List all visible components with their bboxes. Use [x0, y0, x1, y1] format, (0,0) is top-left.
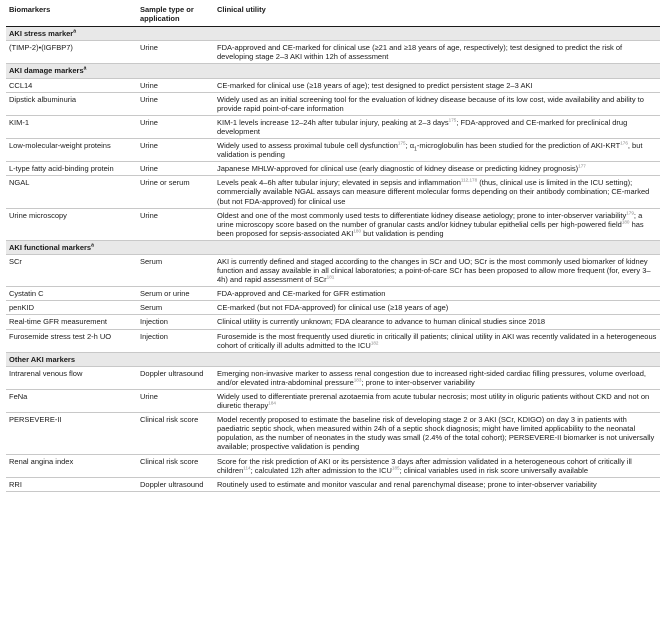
marker-cell: CCL14	[6, 78, 137, 92]
utility-cell	[214, 366, 660, 389]
table-row	[6, 454, 660, 477]
utility-cell	[214, 208, 660, 240]
marker-cell: Low-molecular-weight proteins	[6, 139, 137, 162]
utility-cell: FDA-approved and CE-marked for GFR estimation	[214, 287, 660, 301]
marker-cell: Real-time GFR measurement	[6, 315, 137, 329]
table-header-row	[6, 4, 660, 27]
table-row	[6, 315, 660, 329]
reference-mark: 175	[448, 117, 457, 123]
table-row	[6, 208, 660, 240]
reference-mark: 114	[243, 465, 251, 471]
utility-text: ; α	[405, 141, 415, 151]
marker-cell: L-type fatty acid-binding protein	[6, 162, 137, 176]
marker-cell: Furosemide stress test 2-h UO	[6, 329, 137, 352]
footnote-mark: a	[91, 242, 94, 249]
subscript: 1	[414, 146, 417, 153]
sample-cell: Injection	[137, 315, 214, 329]
marker-cell: FeNa	[6, 390, 137, 413]
marker-cell: Intrarenal venous flow	[6, 366, 137, 389]
table-row	[6, 176, 660, 208]
marker-cell: Dipstick albuminuria	[6, 92, 137, 115]
utility-text: Widely used to assess proximal tubule cell dysfunction	[217, 141, 398, 151]
reference-mark: 181	[326, 274, 335, 280]
table-row	[6, 287, 660, 301]
sample-cell: Clinical risk score	[137, 413, 214, 454]
utility-cell: Model recently proposed to estimate the baseline risk of developing stage 2 or 3 AKI (SCr, KDIGO) on day 3 in patients with paediatric septic shock, when measured within 24h of a septic shock diagnosis; might have limited applicability to the neonatal population, as the number of neonates in the study was small (2.4% of the total cohort); PERSEVERE-II biomarker is not universally available; prospective validation is pending	[214, 413, 660, 454]
marker-cell: RRI	[6, 477, 137, 491]
utility-text: (thus, clinical use is limited in the ICU setting); commercially available NGAL assays can measure different molecular forms depending on their antibody combination; CE-marked (but not FDA-approved) for clinical use	[217, 178, 650, 206]
marker-cell: Renal angina index	[6, 454, 137, 477]
sample-cell: Serum or urine	[137, 287, 214, 301]
utility-cell: Routinely used to estimate and monitor vascular and renal parenchymal disease; prone to inter-observer variability	[214, 477, 660, 491]
marker-cell: KIM-1	[6, 115, 137, 138]
utility-text: but validation is pending	[361, 228, 444, 238]
sample-cell: Urine	[137, 162, 214, 176]
marker-cell: Cystatin C	[6, 287, 137, 301]
utility-cell: Widely used as an initial screening tool for the evaluation of kidney disease because of its low cost, wide availability and ability to provide rapid point-of-care information	[214, 92, 660, 115]
sample-cell: Urine	[137, 92, 214, 115]
reference-mark: 112,178	[460, 177, 478, 183]
section-header-stress	[6, 27, 660, 41]
utility-cell: Clinical utility is currently unknown; FDA clearance to advance to human clinical studies since 2018	[214, 315, 660, 329]
sample-cell: Clinical risk score	[137, 454, 214, 477]
utility-text: Japanese MHLW-approved for clinical use (early diagnostic of kidney disease or predicting kidney prognosis)	[217, 164, 579, 174]
utility-text: Widely used to differentiate prerenal azotaemia from acute tubular necrosis; most utility in oliguric patients without CKD and not on diuretic therapy	[217, 392, 650, 411]
section-title: AKI stress marker	[9, 29, 74, 39]
utility-text: Levels peak 4–6h after tubular injury; elevated in sepsis and inflammation	[217, 178, 461, 188]
table-row	[6, 301, 660, 315]
reference-mark: 182	[370, 340, 379, 346]
table-row	[6, 139, 660, 162]
utility-cell	[214, 454, 660, 477]
utility-cell	[214, 139, 660, 162]
section-title: AKI damage markers	[9, 66, 84, 76]
utility-cell	[214, 329, 660, 352]
reference-mark: 176	[620, 140, 628, 146]
marker-cell: SCr	[6, 254, 137, 286]
marker-cell: (TIMP-2)•(IGFBP7)	[6, 41, 137, 64]
table-row	[6, 115, 660, 138]
utility-text: AKI is currently defined and staged according to the changes in SCr and UO; SCr is the most commonly used biomarker of kidney function and assay available in all clinical laboratories; a point-of-care SCr has been proposed to allow more frequent (for, every 3–4h) and rapid assessment of SCr	[217, 256, 651, 285]
sample-cell: Doppler ultrasound	[137, 366, 214, 389]
utility-cell: CE-marked (but not FDA-approved) for clinical use (≥18 years of age)	[214, 301, 660, 315]
table-row	[6, 41, 660, 64]
table-row	[6, 78, 660, 92]
biomarker-table	[6, 4, 660, 492]
header-clinical-utility: Clinical utility	[214, 4, 660, 27]
utility-text: ; calculated 12h after admission to the ICU	[250, 465, 392, 475]
header-biomarkers: Biomarkers	[6, 4, 137, 27]
table-row	[6, 254, 660, 286]
table-row	[6, 162, 660, 176]
section-header-damage	[6, 64, 660, 78]
section-title: Other AKI markers	[9, 354, 75, 364]
sample-cell: Urine	[137, 390, 214, 413]
marker-cell: penKID	[6, 301, 137, 315]
marker-cell: Urine microscopy	[6, 208, 137, 240]
utility-text: ; a urine microscopy score based on the number of granular casts and/or kidney tubular epithelial cells per high-powered field	[217, 210, 643, 229]
sample-cell: Urine	[137, 115, 214, 138]
table-row	[6, 390, 660, 413]
table-row	[6, 366, 660, 389]
sample-cell: Doppler ultrasound	[137, 477, 214, 491]
marker-cell: PERSEVERE-II	[6, 413, 137, 454]
table-row	[6, 413, 660, 454]
section-title: AKI functional markers	[9, 242, 92, 252]
reference-mark: 179	[626, 210, 634, 216]
table-row	[6, 329, 660, 352]
utility-text: Score for the risk prediction of AKI or its persistence 3 days after admission validated in a heterogeneous cohort of critically ill children	[217, 456, 632, 475]
section-header-functional	[6, 240, 660, 254]
reference-mark: 180	[353, 228, 362, 234]
reference-mark: 185	[391, 465, 400, 471]
sample-cell: Serum	[137, 301, 214, 315]
utility-cell	[214, 254, 660, 286]
reference-mark: 184	[268, 400, 276, 406]
utility-text: Furosemide is the most frequently used diuretic in critically ill patients; clinical utility in AKI was recently validated in a heterogeneous cohort of critically ill adults admitted to the ICU	[217, 331, 657, 350]
utility-cell	[214, 162, 660, 176]
utility-text: ; FDA-approved and CE-marked for preclinical drug development	[217, 117, 628, 136]
utility-cell: FDA-approved and CE-marked for clinical use (≥21 and ≥18 years of age, respectively); test designed to predict the risk of developing stage 2–3 AKI within 12h of assessment	[214, 41, 660, 64]
utility-text: Oldest and one of the most commonly used tests to differentiate kidney disease aetiology; prone to inter-observer variability	[217, 210, 627, 220]
utility-text: ; clinical variables used in risk score universally available	[399, 465, 589, 475]
reference-mark: 177	[578, 163, 586, 169]
utility-text: Emerging non-invasive marker to assess renal congestion due to increased right-sided cardiac filling pressures, volume overload, and/or elevated intra-abdominal pressure	[217, 368, 646, 387]
reference-mark: 183	[353, 377, 362, 383]
utility-cell	[214, 115, 660, 138]
sample-cell: Urine	[137, 41, 214, 64]
utility-text: KIM-1 levels increase 12–24h after tubular injury, peaking at 2–3 days	[217, 117, 449, 127]
utility-text: -microglobulin has been studied for the prediction of AKI-KRT	[416, 141, 621, 151]
marker-cell: NGAL	[6, 176, 137, 208]
reference-mark: 180	[621, 219, 630, 225]
utility-cell	[214, 390, 660, 413]
sample-cell: Urine	[137, 78, 214, 92]
table-row	[6, 477, 660, 491]
sample-cell: Injection	[137, 329, 214, 352]
sample-cell: Urine	[137, 208, 214, 240]
utility-cell	[214, 176, 660, 208]
sample-cell: Urine	[137, 139, 214, 162]
sample-cell: Urine or serum	[137, 176, 214, 208]
utility-text: ; prone to inter-observer variability	[361, 377, 475, 387]
utility-cell: CE-marked for clinical use (≥18 years of age); test designed to predict persistent stage 2–3 AKI	[214, 78, 660, 92]
section-header-other	[6, 352, 660, 366]
header-sample-type: Sample type or application	[137, 4, 214, 27]
table-row	[6, 92, 660, 115]
footnote-mark: a	[73, 28, 76, 35]
utility-text: , but validation is pending	[217, 141, 643, 160]
sample-cell: Serum	[137, 254, 214, 286]
utility-text: has been proposed for sepsis-associated AKI	[217, 219, 644, 238]
reference-mark: 175	[397, 140, 406, 146]
footnote-mark: a	[83, 65, 87, 72]
